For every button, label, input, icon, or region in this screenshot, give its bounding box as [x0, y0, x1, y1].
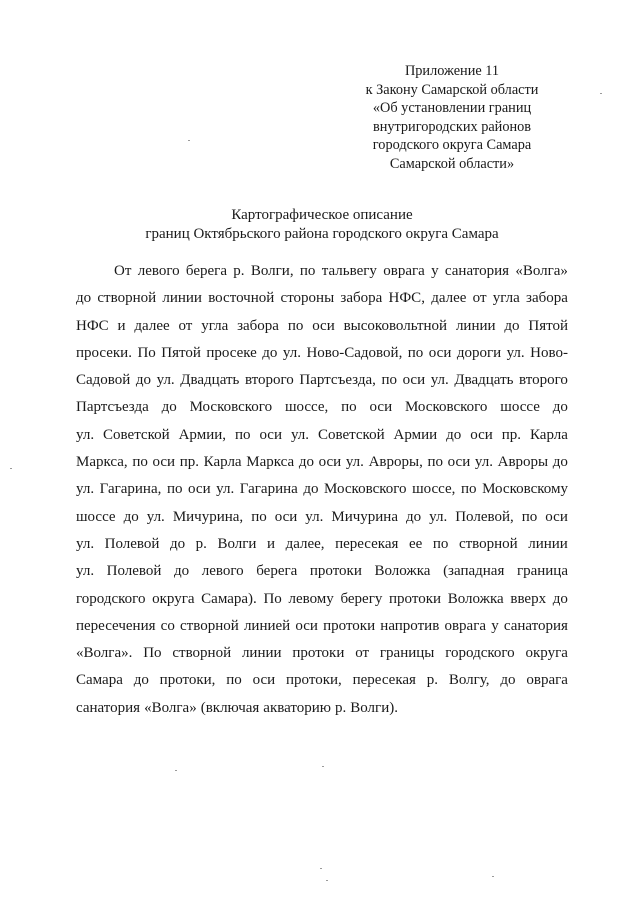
body-word: городского [445, 645, 515, 662]
body-word: левого [137, 263, 180, 279]
body-word: Полевой [104, 535, 160, 552]
body-word: пр. [179, 454, 200, 471]
body-word: Самара [76, 672, 123, 689]
body-word: и [117, 317, 126, 334]
body-word: до [552, 399, 568, 416]
body-word: Партсъезда, [299, 372, 376, 389]
body-line [76, 285, 568, 312]
body-word: оси [252, 672, 276, 689]
body-word: забора [340, 290, 383, 307]
body-word: санатория [503, 617, 568, 634]
body-word: створной [97, 290, 157, 307]
body-word: Воложка [374, 563, 431, 580]
body-word: и [266, 535, 276, 552]
body-word: Авроры, [368, 454, 423, 471]
body-word: шоссе, [412, 481, 456, 498]
body-word: по [461, 481, 477, 498]
body-line [76, 449, 568, 476]
body-word: Армии [393, 426, 438, 443]
body-word: Карла [530, 426, 568, 443]
body-word: оси [312, 317, 335, 334]
body-word: ул. [474, 454, 493, 471]
body-word: у [431, 263, 439, 279]
body-line [76, 340, 568, 367]
body-word: до [262, 344, 278, 361]
body-word: по [427, 454, 444, 471]
body-word: пересечения [76, 617, 156, 634]
body-word: Мичурина [331, 508, 398, 525]
body-word: Московскому [482, 481, 568, 498]
body-word: НФС, [388, 290, 425, 307]
body-word: до [552, 590, 568, 607]
body-word: ул. [76, 481, 95, 498]
body-word: до [133, 672, 149, 689]
body-word: (включая [200, 699, 260, 716]
body-word: Ново-Садовой, [306, 344, 403, 361]
body-word: вверх [510, 590, 547, 607]
body-word: до [500, 672, 516, 689]
document-title [80, 206, 564, 243]
body-word: по [341, 399, 357, 416]
body-word: р. [195, 535, 207, 552]
body-word: НФС [76, 317, 109, 334]
body-word: Волги). [350, 699, 398, 716]
body-word: р. [233, 263, 245, 279]
body-word: до [552, 454, 568, 471]
body-word: пр. [501, 426, 522, 443]
body-word: забора [237, 317, 279, 334]
body-word: Авроры [497, 454, 549, 471]
appendix-law-title-1: «Об установлении границ [372, 100, 532, 117]
body-word: далее, [285, 535, 325, 552]
scan-speck [188, 140, 190, 141]
body-word: протоки, [286, 672, 342, 689]
body-word: оси [188, 481, 211, 498]
body-line [76, 422, 568, 449]
body-line [76, 613, 568, 640]
body-word: оси [259, 426, 282, 443]
body-word: оси [545, 508, 568, 525]
body-word: второго [244, 372, 294, 389]
scan-speck [600, 93, 602, 94]
body-word: левому [288, 590, 334, 607]
body-word: стороны [280, 290, 335, 307]
body-word: Волги, [250, 263, 294, 279]
body-word: Пятой [161, 344, 201, 361]
body-word: Самара). [201, 590, 257, 607]
scan-speck [10, 468, 12, 469]
body-word: оврага [526, 672, 568, 689]
body-word: р. [426, 672, 439, 689]
body-word: ул. [290, 426, 310, 443]
body-word: линией [243, 617, 291, 634]
body-word: линии [455, 317, 496, 334]
body-word: далее [431, 290, 467, 307]
body-word: ул. [76, 426, 95, 443]
body-word: Советской [317, 426, 385, 443]
body-word: санатория [444, 263, 510, 279]
body-word: линии [162, 290, 202, 307]
body-word: по [234, 426, 251, 443]
body-word: оси [152, 454, 176, 471]
scan-speck [322, 766, 324, 767]
body-word: Гагарина [239, 481, 298, 498]
body-word: со [160, 617, 175, 634]
body-word: до [298, 454, 314, 471]
body-word: Московского [189, 399, 273, 416]
body-line [76, 531, 568, 558]
body-word: Двадцать [180, 372, 240, 389]
body-word: оси [295, 617, 318, 634]
body-word: по [407, 344, 424, 361]
body-word: до [161, 399, 177, 416]
body-line [76, 313, 568, 340]
body-word: до [405, 508, 422, 525]
body-word: просеки. [76, 344, 132, 361]
appendix-law-title-3: городского округа Самара [372, 137, 532, 154]
body-word: у [491, 617, 499, 634]
body-word: Мичурина, [172, 508, 244, 525]
body-word: по [299, 263, 316, 279]
body-word: оси [274, 508, 298, 525]
body-line [76, 258, 568, 285]
body-word: «Волга» [144, 699, 197, 716]
boundary-description [76, 258, 568, 722]
body-word: округа [525, 645, 568, 662]
body-word: Волгу, [448, 672, 490, 689]
body-line [76, 558, 568, 585]
body-word: по [251, 508, 267, 525]
body-word: шоссе [76, 508, 116, 525]
body-word: По [263, 590, 282, 607]
scan-speck [175, 770, 177, 771]
body-word: створной [458, 535, 518, 552]
body-word: пересекая [352, 672, 416, 689]
body-word: угла [201, 317, 229, 334]
body-word: Московского [404, 399, 488, 416]
body-word: шоссе [500, 399, 540, 416]
body-word: оси [402, 372, 426, 389]
body-word: забора [526, 290, 568, 307]
body-word: границы [379, 645, 435, 662]
body-word: по [166, 481, 183, 498]
body-word: Маркса [246, 454, 295, 471]
body-word: граница [516, 563, 568, 580]
scan-speck [326, 880, 328, 881]
body-word: протоки [309, 563, 362, 580]
body-word: пересекая [335, 535, 399, 552]
title-line-2: границ Октябрьского района городского округа Самара [145, 225, 499, 242]
body-word: округа [152, 590, 195, 607]
body-word: линии [528, 535, 568, 552]
body-word: до [76, 290, 92, 307]
appendix-law-title-4: Самарской области» [389, 155, 515, 172]
body-word: берега [185, 263, 227, 279]
scan-speck [320, 868, 322, 869]
body-word: Пятой [528, 317, 568, 334]
body-word: створной [180, 617, 239, 634]
body-word: оврага [444, 617, 487, 634]
body-word: протоки [323, 617, 376, 634]
appendix-header [352, 62, 552, 174]
body-word: ул. [282, 344, 301, 361]
body-line [76, 667, 568, 694]
body-word: (западная [443, 563, 505, 580]
body-word: ее [408, 535, 423, 552]
body-word: берегу [340, 590, 383, 607]
body-word: Гагарина, [99, 481, 162, 498]
body-word: ул. [146, 508, 165, 525]
body-word: протоки, [159, 672, 216, 689]
body-word: оси [470, 426, 493, 443]
body-word: тальвегу [321, 263, 377, 279]
body-word: Карла [203, 454, 242, 471]
body-word: Армии, [178, 426, 226, 443]
body-word: по [226, 672, 242, 689]
body-line [76, 504, 568, 531]
body-word: Ново- [530, 344, 568, 361]
body-word: просеке [206, 344, 257, 361]
body-word: дороги [456, 344, 502, 361]
body-word: Партсъезда [76, 399, 149, 416]
body-word: до [446, 426, 462, 443]
body-word: угла [492, 290, 520, 307]
body-word: протоки [389, 590, 442, 607]
body-word: до [123, 508, 139, 525]
body-word: «Волга». [76, 645, 133, 662]
body-word: оси [369, 399, 393, 416]
body-word: Маркса, [76, 454, 128, 471]
body-word: ул. [305, 508, 324, 525]
body-word: Полевой [106, 563, 162, 580]
body-line [76, 695, 568, 722]
body-word: оси [428, 344, 452, 361]
body-word: по [132, 454, 148, 471]
body-word: по [381, 372, 397, 389]
body-line [76, 640, 568, 667]
body-word: Полевой, [455, 508, 514, 525]
body-word: высоковольтной [343, 317, 448, 334]
body-word: ул. [430, 372, 449, 389]
body-word: до [169, 535, 186, 552]
body-word: ул. [76, 563, 95, 580]
body-word: от [472, 290, 487, 307]
body-word: ул. [76, 535, 95, 552]
body-word: оврага [383, 263, 425, 279]
body-word: санатория [76, 699, 141, 716]
body-word: линии [241, 645, 282, 662]
body-line [76, 476, 568, 503]
body-word: далее [134, 317, 170, 334]
body-word: ул. [429, 508, 448, 525]
body-word: Воложка [447, 590, 504, 607]
body-word: «Волга» [515, 263, 568, 279]
body-word: напротив [380, 617, 440, 634]
body-word: Двадцать [454, 372, 514, 389]
body-word: второго [519, 372, 568, 389]
body-word: от [355, 645, 370, 662]
body-word: от [178, 317, 193, 334]
body-word: По [137, 344, 156, 361]
body-word: ул. [216, 481, 235, 498]
body-word: до [504, 317, 520, 334]
appendix-law-ref: к Закону Самарской области [365, 81, 539, 98]
body-word: ул. [156, 372, 175, 389]
body-word: берега [256, 563, 298, 580]
body-word: шоссе, [284, 399, 329, 416]
body-word: По [143, 645, 162, 662]
body-word: до [135, 372, 152, 389]
body-word: ул. [506, 344, 525, 361]
body-word: протоки [292, 645, 345, 662]
body-word: восточной [208, 290, 275, 307]
body-word: створной [172, 645, 232, 662]
body-word: Садовой [76, 372, 131, 389]
body-word: по [521, 508, 538, 525]
body-word: левого [201, 563, 244, 580]
body-word: до [174, 563, 190, 580]
body-word: городского [76, 590, 146, 607]
scan-speck [492, 876, 494, 877]
body-word: до [303, 481, 319, 498]
body-line [76, 586, 568, 613]
body-line [76, 367, 568, 394]
body-word: ул. [345, 454, 364, 471]
body-word: акваторию [263, 699, 331, 716]
body-word: оси [318, 454, 342, 471]
body-word: Советской [103, 426, 170, 443]
body-word: р. [335, 699, 347, 716]
appendix-law-title-2: внутригородских районов [372, 118, 532, 135]
title-line-1: Картографическое описание [231, 207, 413, 223]
body-line [76, 394, 568, 421]
body-word: Московского [324, 481, 407, 498]
body-word: по [287, 317, 304, 334]
body-word: оси [447, 454, 471, 471]
body-word: От [114, 263, 132, 279]
body-word: по [432, 535, 449, 552]
body-word: Волги [217, 535, 257, 552]
appendix-number: Приложение 11 [404, 63, 500, 79]
